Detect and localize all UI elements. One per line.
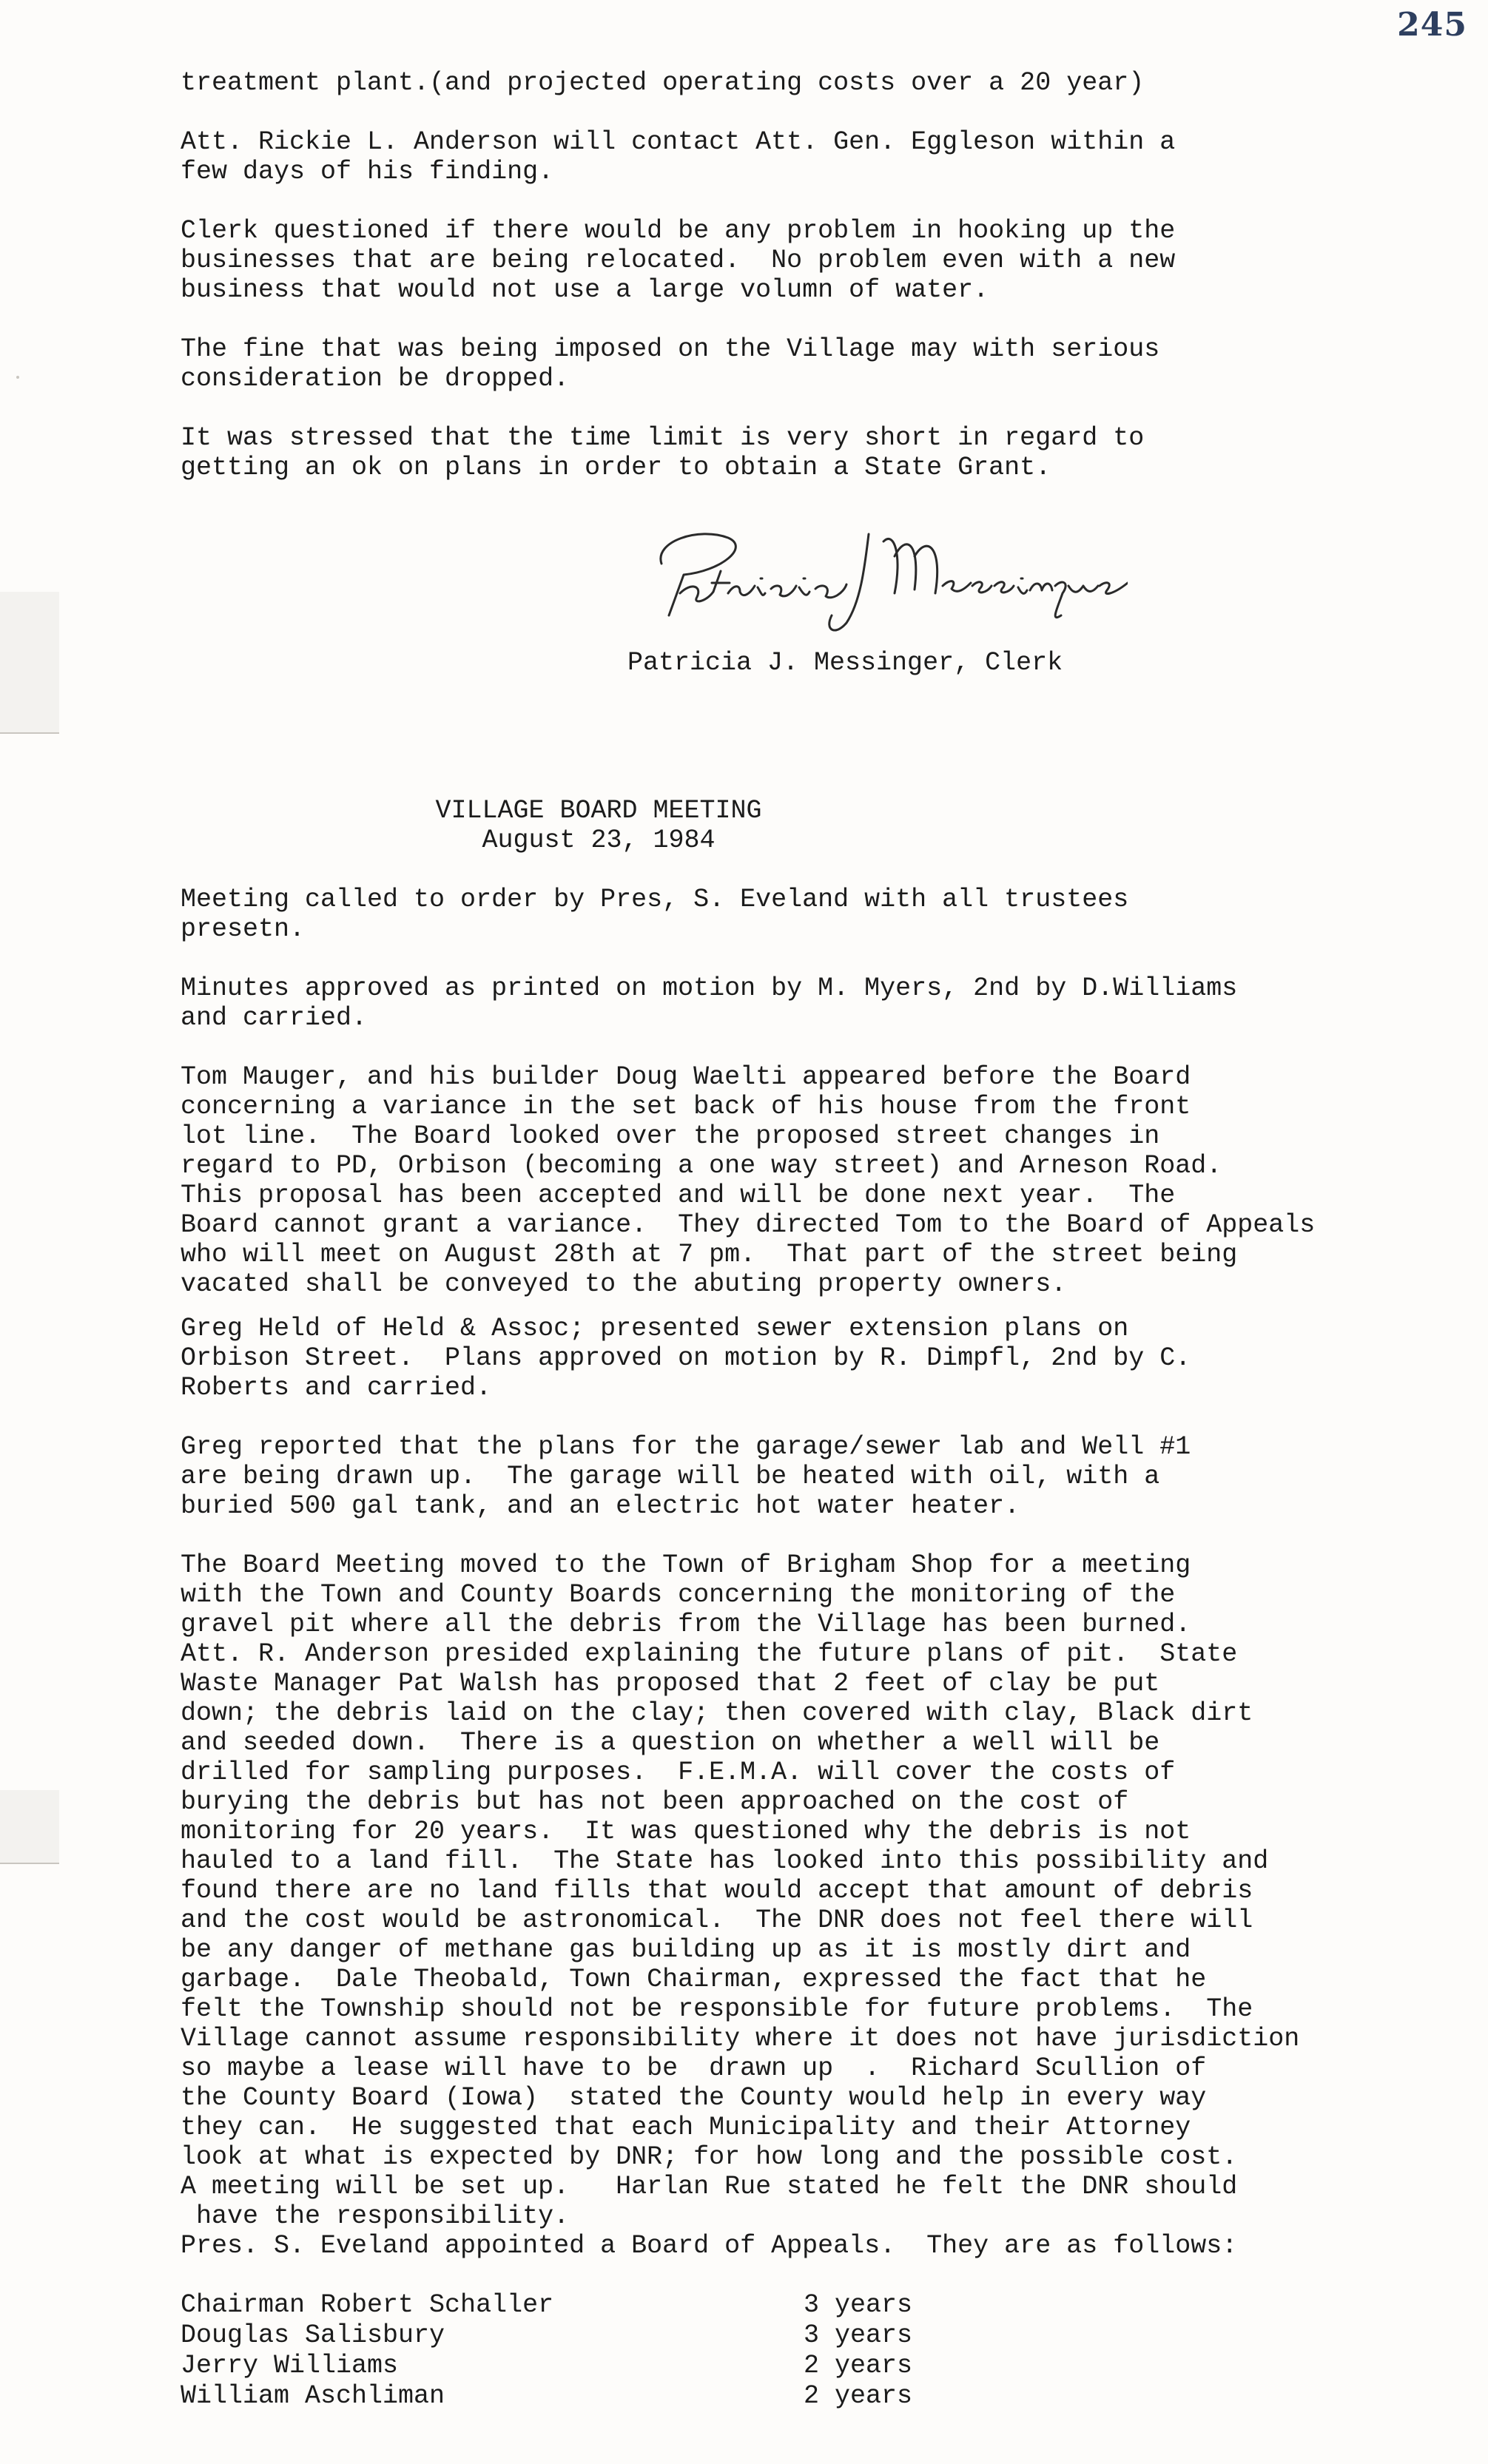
paragraph: It was stressed that the time limit is very short in regard to getting an ok on plans in order to obtain a State Grant. (181, 423, 1145, 482)
signature-block (181, 512, 1483, 648)
paragraph: Meeting called to order by Pres, S. Eveland with all trustees presetn. (181, 885, 1129, 944)
appointee-term: 3 years (804, 2290, 913, 2320)
meeting-date: August 23, 1984 (482, 826, 716, 855)
list-item (181, 2351, 1483, 2381)
paper-edge-mark (0, 1790, 59, 1864)
margin-line (0, 732, 59, 734)
paragraph: Minutes approved as printed on motion by M. Myers, 2nd by D.Williams and carried. (181, 973, 1238, 1033)
paragraph: treatment plant.(and projected operating costs over a 20 year) (181, 68, 1145, 98)
paragraph: Tom Mauger, and his builder Doug Waelti appeared before the Board concerning a variance in the set back of his house from the front lot line. The Board looked over the proposed street changes in regard to PD, Orbison (becoming a one way street) and Arneson Road. This proposal has been accepted and will be done next year. The Board cannot grant a variance. They directed Tom to the Board of Appeals who will meet on August 28th at 7 pm. That part of the street being vacated shall be conveyed to the abuting property owners. (181, 1062, 1316, 1299)
paragraph: Att. Rickie L. Anderson will contact Att. Gen. Eggleson within a few days of his finding. (181, 127, 1176, 186)
clerk-signature-name: Patricia J. Messinger, Clerk (627, 648, 1063, 678)
appointee-term: 2 years (804, 2381, 913, 2411)
paragraph: Greg Held of Held & Assoc; presented sewer extension plans on Orbison Street. Plans approved on motion by R. Dimpfl, 2nd by C. Roberts and carried. (181, 1314, 1191, 1403)
board-of-appeals-list (181, 2290, 1483, 2411)
appointee-name: Jerry Williams (181, 2351, 399, 2380)
margin-dot (16, 376, 19, 379)
list-item (181, 2290, 1483, 2320)
list-item (181, 2320, 1483, 2351)
page-number: 245 (1397, 6, 1467, 44)
meeting-title: VILLAGE BOARD MEETING (435, 796, 762, 826)
meeting-heading (181, 796, 1483, 855)
paragraph: The fine that was being imposed on the Village may with serious consideration be dropped. (181, 334, 1160, 394)
handwritten-signature (610, 512, 1128, 645)
appointee-name: Douglas Salisbury (181, 2320, 445, 2350)
paragraph: Pres. S. Eveland appointed a Board of Appeals. They are as follows: (181, 2231, 1238, 2261)
appointee-term: 2 years (804, 2351, 913, 2380)
paragraph: Greg reported that the plans for the garage/sewer lab and Well #1 are being drawn up. The garage will be heated with oil, with a buried 500 gal tank, and an electric hot water heater. (181, 1432, 1191, 1521)
minutes-body (181, 68, 1483, 2411)
paragraph: The Board Meeting moved to the Town of Brigham Shop for a meeting with the Town and County Boards concerning the monitoring of the gravel pit where all the debris from the Village has been burned. Att. R. Anderson presided explaining the future plans of pit. State Waste Manager Pat Walsh has proposed that 2 feet of clay be put down; the debris laid on the clay; then covered with clay, Black dirt and seeded down. There is a question on whether a well will be drilled for sampling purposes. F.E.M.A. will cover the costs of burying the debris but has not been approached on the cost of monitoring for 20 years. It was questioned why the debris is not hauled to a land fill. The State has looked into this possibility and found there are no land fills that would accept that amount of debris and the cost would be astronomical. The DNR does not feel there will be any danger of methane gas building up as it is mostly dirt and garbage. Dale Theobald, Town Chairman, expressed the fact that he felt the Township should not be responsible for future problems. The Village cannot assume responsibility where it does not have jurisdiction so maybe a lease will have to be drawn up . Richard Scullion of the County Board (Iowa) stated the County would help in every way they can. He suggested that each Municipality and their Attorney look at what is expected by DNR; for how long and the possible cost. A meeting will be set up. Harlan Rue stated he felt the DNR should have the responsibility. (181, 1550, 1300, 2231)
paragraph: Clerk questioned if there would be any problem in hooking up the businesses that are being relocated. No problem even with a new business that would not use a large volumn of water. (181, 216, 1176, 305)
margin-line (0, 1863, 59, 1864)
appointee-term: 3 years (804, 2320, 913, 2350)
paper-edge-mark (0, 592, 59, 732)
appointee-name: Chairman Robert Schaller (181, 2290, 554, 2320)
list-item (181, 2381, 1483, 2411)
appointee-name: William Aschliman (181, 2381, 445, 2411)
